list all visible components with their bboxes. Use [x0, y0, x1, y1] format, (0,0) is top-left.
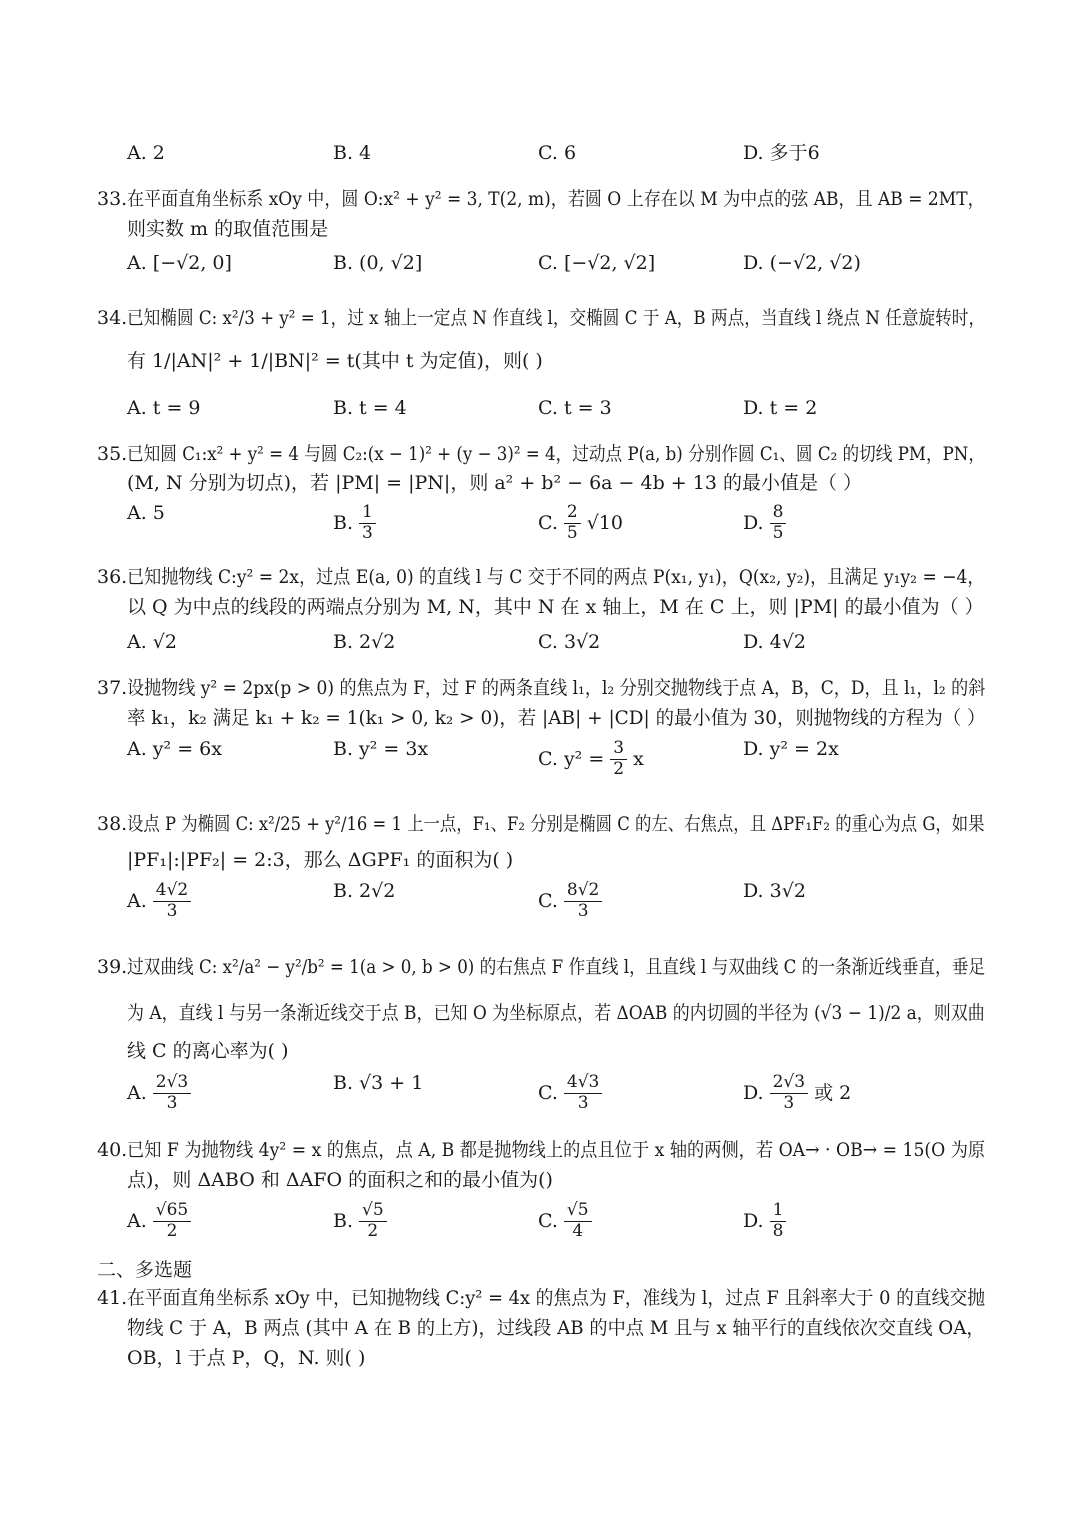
- question-40-line-2: 点)，则 ΔABO 和 ΔAFO 的面积之和的最小值为(): [127, 1169, 553, 1191]
- question-39-line-3: 线 C 的离心率为( ): [127, 1040, 289, 1062]
- option-a: A. √2: [127, 631, 177, 653]
- option-a: A. 2: [127, 142, 165, 164]
- option-c: C. t = 3: [538, 397, 612, 419]
- option-b: B. $\frac{√5}{2}$: [333, 1202, 387, 1241]
- question-36-line-2: 以 Q 为中点的线段的两端点分别为 M, N，其中 N 在 x 轴上，M 在 C 上，则 |PM| 的最小值为（ ）: [127, 596, 984, 618]
- option-a: A. t = 9: [127, 397, 201, 419]
- fraction: $\frac{1}{8}$: [770, 1202, 787, 1241]
- question-39-line-2: 为 A，直线 l 与另一条渐近线交于点 B，已知 O 为坐标原点，若 ΔOAB 的内切圆的半径为 (√3 − 1)/2 a，则双曲: [127, 1002, 985, 1024]
- question-38-line-1: 设点 P 为椭圆 C: x²/25 + y²/16 = 1 上一点，F₁、F₂ 分别是椭圆 C 的左、右焦点，且 ΔPF₁F₂ 的重心为点 G，如果: [127, 813, 985, 835]
- option-c: C. $\frac{4√3}{3}$: [538, 1074, 602, 1113]
- option-c: C. $\frac{√5}{4}$: [538, 1202, 592, 1241]
- question-40-number: 40.: [97, 1139, 128, 1161]
- option-b: B. 2√2: [333, 880, 396, 902]
- fraction: $\frac{√65}{2}$: [153, 1202, 191, 1241]
- option-d: D. 多于6: [743, 142, 820, 164]
- option-a: A. $\frac{2√3}{3}$: [127, 1074, 191, 1113]
- question-36-number: 36.: [97, 566, 128, 588]
- option-a: A. [−√2, 0]: [127, 252, 232, 274]
- option-a: A. $\frac{4√2}{3}$: [127, 882, 191, 921]
- fraction: $\frac{2}{5}$: [564, 504, 581, 543]
- option-c: C. $\frac{2}{5}$ √10: [538, 502, 624, 543]
- option-d: D. $\frac{2√3}{3}$ 或 2: [743, 1072, 852, 1113]
- option-d: D. 4√2: [743, 631, 806, 653]
- fraction: $\frac{8√2}{3}$: [564, 882, 602, 921]
- option-d: D. t = 2: [743, 397, 818, 419]
- question-39-options: [127, 1074, 987, 1122]
- fraction: $\frac{1}{3}$: [359, 504, 376, 543]
- question-37-number: 37.: [97, 677, 128, 699]
- section-title: 二、多选题: [97, 1259, 193, 1281]
- option-c: C. 3√2: [538, 631, 601, 653]
- question-34-number: 34.: [97, 307, 128, 329]
- question-35-line-1: 已知圆 C₁:x² + y² = 4 与圆 C₂:(x − 1)² + (y − 3)² = 4，过动点 P(a, b) 分别作圆 C₁、圆 C₂ 的切线 PM，PN，: [127, 443, 985, 465]
- fraction: $\frac{8}{5}$: [770, 504, 787, 543]
- option-d: D. $\frac{8}{5}$: [743, 504, 786, 543]
- question-37-line-1: 设抛物线 y² = 2px(p > 0) 的焦点为 F，过 F 的两条直线 l₁，l₂ 分别交抛物线于点 A，B，C，D，且 l₁，l₂ 的斜: [127, 677, 986, 699]
- option-b: B. √3 + 1: [333, 1072, 424, 1094]
- option-a: A. 5: [127, 502, 165, 524]
- fraction: $\frac{4√3}{3}$: [564, 1074, 602, 1113]
- question-35-number: 35.: [97, 443, 128, 465]
- question-33-number: 33.: [97, 188, 128, 210]
- question-39-number: 39.: [97, 956, 128, 978]
- question-33-line-1: 在平面直角坐标系 xOy 中，圆 O:x² + y² = 3, T(2, m)，若圆 O 上存在以 M 为中点的弦 AB，且 AB = 2MT，: [127, 188, 985, 210]
- option-a: A. $\frac{√65}{2}$: [127, 1202, 191, 1241]
- option-d: D. y² = 2x: [743, 738, 839, 760]
- question-37-line-2: 率 k₁，k₂ 满足 k₁ + k₂ = 1(k₁ > 0, k₂ > 0)，若 |AB| + |CD| 的最小值为 30，则抛物线的方程为（ ）: [127, 707, 986, 729]
- option-c: C. [−√2, √2]: [538, 252, 656, 274]
- option-b: B. t = 4: [333, 397, 407, 419]
- option-row-top: [127, 144, 987, 192]
- option-b: B. (0, √2]: [333, 252, 423, 274]
- option-c: C. $\frac{8√2}{3}$: [538, 882, 602, 921]
- question-37-options: [127, 740, 987, 788]
- question-34-options: [127, 399, 987, 447]
- option-b: B. 2√2: [333, 631, 396, 653]
- option-d: D. 3√2: [743, 880, 806, 902]
- fraction: $\frac{3}{2}$: [610, 740, 627, 779]
- question-36-options: [127, 633, 987, 681]
- fraction: $\frac{√5}{2}$: [359, 1202, 387, 1241]
- fraction: $\frac{√5}{4}$: [564, 1202, 592, 1241]
- question-40-options: [127, 1202, 987, 1250]
- option-d: D. $\frac{1}{8}$: [743, 1202, 786, 1241]
- question-33-options: [127, 254, 987, 302]
- option-b: B. 4: [333, 142, 372, 164]
- option-c: C. y² = $\frac{3}{2}$ x: [538, 738, 644, 779]
- option-c: C. 6: [538, 142, 577, 164]
- question-41-line-1: 在平面直角坐标系 xOy 中，已知抛物线 C:y² = 4x 的焦点为 F，准线为 l，过点 F 且斜率大于 0 的直线交抛: [127, 1287, 986, 1309]
- question-35-line-2: (M, N 分别为切点)，若 |PM| = |PN|，则 a² + b² − 6a − 4b + 13 的最小值是（ ）: [127, 472, 862, 494]
- question-41-line-3: OB，l 于点 P，Q，N. 则( ): [127, 1347, 366, 1369]
- option-a: A. y² = 6x: [127, 738, 222, 760]
- question-35-options: [127, 504, 987, 552]
- question-41-line-2: 物线 C 于 A，B 两点 (其中 A 在 B 的上方)，过线段 AB 的中点 M 且与 x 轴平行的直线依次交直线 OA，: [127, 1317, 985, 1339]
- fraction: $\frac{2√3}{3}$: [153, 1074, 191, 1113]
- question-36-line-1: 已知抛物线 C:y² = 2x，过点 E(a, 0) 的直线 l 与 C 交于不同的两点 P(x₁, y₁)，Q(x₂, y₂)，且满足 y₁y₂ = −4，: [127, 566, 985, 588]
- question-41-number: 41.: [97, 1287, 128, 1309]
- fraction: $\frac{4√2}{3}$: [153, 882, 191, 921]
- option-d: D. (−√2, √2): [743, 252, 861, 274]
- question-38-options: [127, 882, 987, 930]
- question-38-number: 38.: [97, 813, 128, 835]
- question-34-line-2: 有 1/|AN|² + 1/|BN|² = t(其中 t 为定值)，则( ): [127, 350, 543, 372]
- question-40-line-1: 已知 F 为抛物线 4y² = x 的焦点，点 A, B 都是抛物线上的点且位于 x 轴的两侧，若 OA→ · OB→ = 15(O 为原: [127, 1139, 986, 1161]
- fraction: $\frac{2√3}{3}$: [770, 1074, 808, 1113]
- question-38-line-2: |PF₁|:|PF₂| = 2:3，那么 ΔGPF₁ 的面积为( ): [127, 849, 514, 871]
- question-34-line-1: 已知椭圆 C: x²/3 + y² = 1，过 x 轴上一定点 N 作直线 l，交椭圆 C 于 A，B 两点，当直线 l 绕点 N 任意旋转时，: [127, 307, 986, 329]
- option-b: B. $\frac{1}{3}$: [333, 504, 376, 543]
- option-b: B. y² = 3x: [333, 738, 429, 760]
- question-39-line-1: 过双曲线 C: x²/a² − y²/b² = 1(a > 0, b > 0) 的右焦点 F 作直线 l，且直线 l 与双曲线 C 的一条渐近线垂直，垂足: [127, 956, 986, 978]
- question-33-line-2: 则实数 m 的取值范围是: [127, 218, 329, 240]
